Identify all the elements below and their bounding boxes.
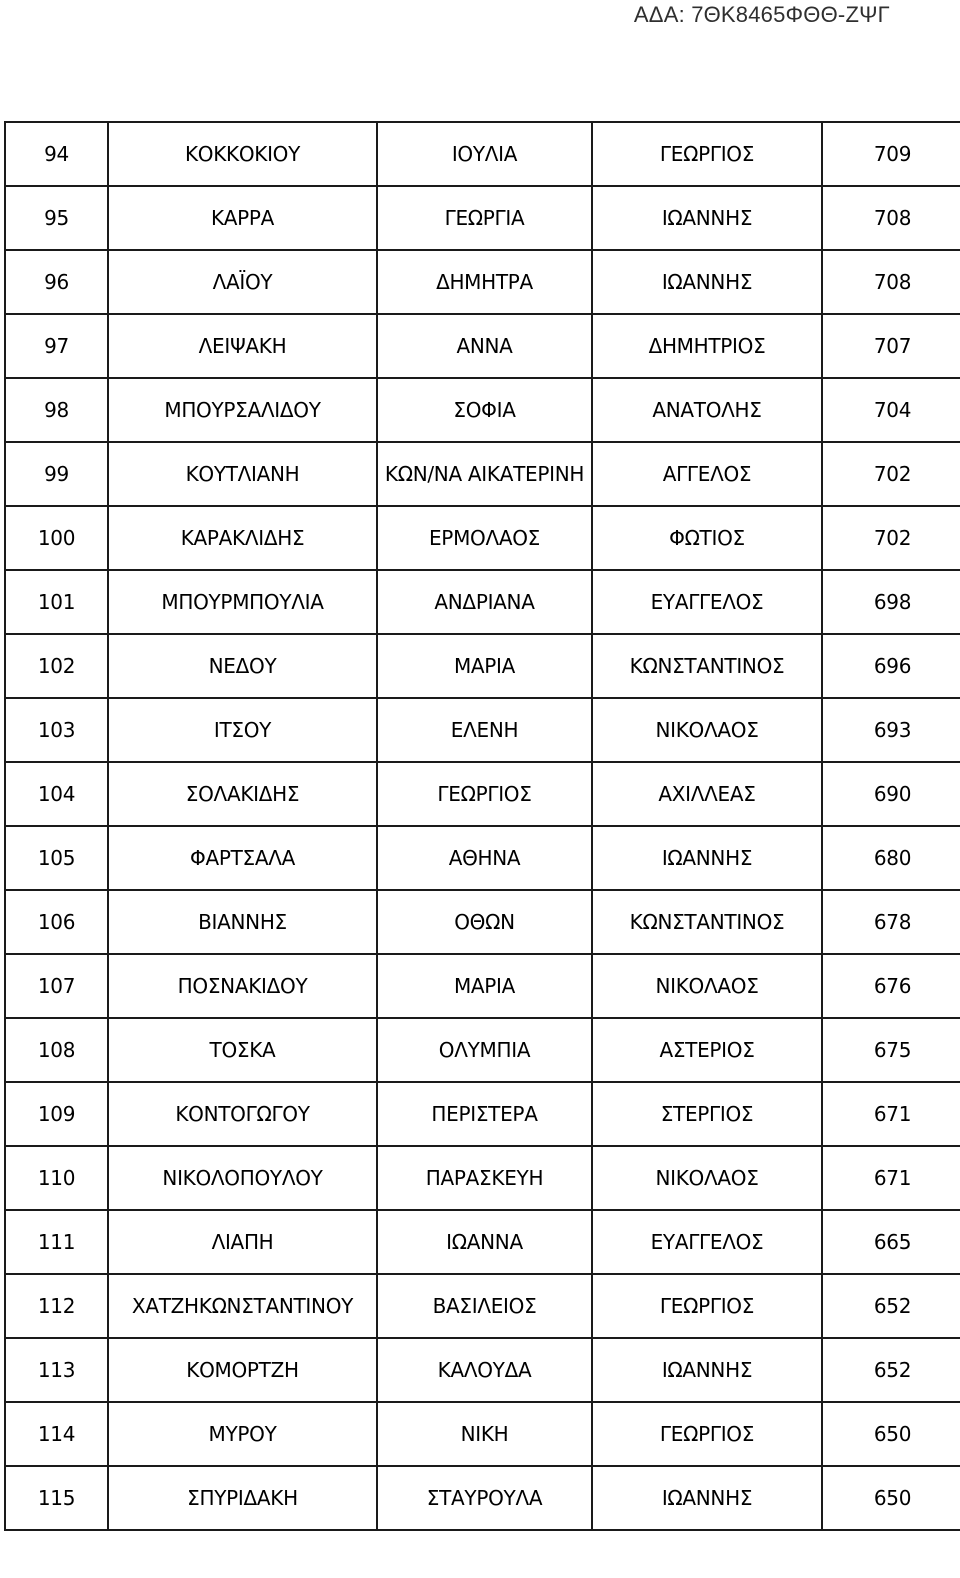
score-cell: 650 <box>822 1466 960 1530</box>
father-name-cell: ΝΙΚΟΛΑΟΣ <box>592 1146 822 1210</box>
father-name-cell: ΕΥΑΓΓΕΛΟΣ <box>592 570 822 634</box>
results-table-container <box>4 121 952 1531</box>
table-row <box>5 1274 960 1338</box>
table-row <box>5 186 960 250</box>
row-number: 109 <box>5 1082 108 1146</box>
surname-cell: ΤΟΣΚΑ <box>108 1018 377 1082</box>
first-name-cell: ΚΩΝ/ΝΑ ΑΙΚΑΤΕΡΙΝΗ <box>377 442 592 506</box>
row-number: 100 <box>5 506 108 570</box>
father-name-cell: ΣΤΕΡΓΙΟΣ <box>592 1082 822 1146</box>
surname-cell: ΙΤΣΟΥ <box>108 698 377 762</box>
row-number: 96 <box>5 250 108 314</box>
father-name-cell: ΚΩΝΣΤΑΝΤΙΝΟΣ <box>592 890 822 954</box>
score-cell: 652 <box>822 1338 960 1402</box>
first-name-cell: ΟΛΥΜΠΙΑ <box>377 1018 592 1082</box>
score-cell: 693 <box>822 698 960 762</box>
surname-cell: ΚΟΥΤΛΙΑΝΗ <box>108 442 377 506</box>
table-row <box>5 122 960 186</box>
table-row <box>5 1210 960 1274</box>
father-name-cell: ΦΩΤΙΟΣ <box>592 506 822 570</box>
row-number: 110 <box>5 1146 108 1210</box>
father-name-cell: ΙΩΑΝΝΗΣ <box>592 1466 822 1530</box>
surname-cell: ΛΕΙΨΑΚΗ <box>108 314 377 378</box>
surname-cell: ΚΟΜΟΡΤΖΗ <box>108 1338 377 1402</box>
row-number: 97 <box>5 314 108 378</box>
table-row <box>5 1082 960 1146</box>
surname-cell: ΚΑΡΡΑ <box>108 186 377 250</box>
table-row <box>5 954 960 1018</box>
score-cell: 650 <box>822 1402 960 1466</box>
first-name-cell: ΒΑΣΙΛΕΙΟΣ <box>377 1274 592 1338</box>
score-cell: 676 <box>822 954 960 1018</box>
score-cell: 707 <box>822 314 960 378</box>
row-number: 95 <box>5 186 108 250</box>
row-number: 112 <box>5 1274 108 1338</box>
first-name-cell: ΑΝΝΑ <box>377 314 592 378</box>
score-cell: 709 <box>822 122 960 186</box>
first-name-cell: ΣΟΦΙΑ <box>377 378 592 442</box>
surname-cell: ΦΑΡΤΣΑΛΑ <box>108 826 377 890</box>
table-row <box>5 314 960 378</box>
first-name-cell: ΑΘΗΝΑ <box>377 826 592 890</box>
row-number: 103 <box>5 698 108 762</box>
score-cell: 665 <box>822 1210 960 1274</box>
row-number: 101 <box>5 570 108 634</box>
surname-cell: ΛΙΑΠΗ <box>108 1210 377 1274</box>
first-name-cell: ΚΑΛΟΥΔΑ <box>377 1338 592 1402</box>
father-name-cell: ΙΩΑΝΝΗΣ <box>592 250 822 314</box>
first-name-cell: ΓΕΩΡΓΙΟΣ <box>377 762 592 826</box>
table-row <box>5 826 960 890</box>
score-cell: 702 <box>822 442 960 506</box>
score-cell: 690 <box>822 762 960 826</box>
table-row <box>5 890 960 954</box>
first-name-cell: ΜΑΡΙΑ <box>377 954 592 1018</box>
table-row <box>5 1018 960 1082</box>
row-number: 104 <box>5 762 108 826</box>
surname-cell: ΚΑΡΑΚΛΙΔΗΣ <box>108 506 377 570</box>
results-table <box>4 121 960 1531</box>
table-row <box>5 570 960 634</box>
surname-cell: ΛΑΪΟΥ <box>108 250 377 314</box>
table-row <box>5 1146 960 1210</box>
surname-cell: ΣΠΥΡΙΔΑΚΗ <box>108 1466 377 1530</box>
row-number: 107 <box>5 954 108 1018</box>
first-name-cell: ΕΡΜΟΛΑΟΣ <box>377 506 592 570</box>
row-number: 94 <box>5 122 108 186</box>
row-number: 111 <box>5 1210 108 1274</box>
score-cell: 702 <box>822 506 960 570</box>
first-name-cell: ΠΕΡΙΣΤΕΡΑ <box>377 1082 592 1146</box>
father-name-cell: ΙΩΑΝΝΗΣ <box>592 186 822 250</box>
ada-code: ΑΔΑ: 7ΘΚ8465ΦΘΘ-ΖΨΓ <box>633 2 890 27</box>
row-number: 106 <box>5 890 108 954</box>
table-row <box>5 506 960 570</box>
score-cell: 696 <box>822 634 960 698</box>
father-name-cell: ΑΝΑΤΟΛΗΣ <box>592 378 822 442</box>
father-name-cell: ΚΩΝΣΤΑΝΤΙΝΟΣ <box>592 634 822 698</box>
father-name-cell: ΔΗΜΗΤΡΙΟΣ <box>592 314 822 378</box>
surname-cell: ΜΠΟΥΡΜΠΟΥΛΙΑ <box>108 570 377 634</box>
surname-cell: ΠΟΣΝΑΚΙΔΟΥ <box>108 954 377 1018</box>
score-cell: 671 <box>822 1146 960 1210</box>
father-name-cell: ΝΙΚΟΛΑΟΣ <box>592 698 822 762</box>
table-row <box>5 634 960 698</box>
score-cell: 698 <box>822 570 960 634</box>
father-name-cell: ΑΓΓΕΛΟΣ <box>592 442 822 506</box>
row-number: 102 <box>5 634 108 698</box>
father-name-cell: ΓΕΩΡΓΙΟΣ <box>592 1402 822 1466</box>
father-name-cell: ΓΕΩΡΓΙΟΣ <box>592 122 822 186</box>
score-cell: 708 <box>822 250 960 314</box>
row-number: 105 <box>5 826 108 890</box>
score-cell: 708 <box>822 186 960 250</box>
father-name-cell: ΕΥΑΓΓΕΛΟΣ <box>592 1210 822 1274</box>
table-row <box>5 1466 960 1530</box>
score-cell: 671 <box>822 1082 960 1146</box>
table-row <box>5 1338 960 1402</box>
score-cell: 652 <box>822 1274 960 1338</box>
father-name-cell: ΑΧΙΛΛΕΑΣ <box>592 762 822 826</box>
surname-cell: ΝΕΔΟΥ <box>108 634 377 698</box>
row-number: 108 <box>5 1018 108 1082</box>
table-row <box>5 1402 960 1466</box>
table-row <box>5 250 960 314</box>
score-cell: 678 <box>822 890 960 954</box>
surname-cell: ΒΙΑΝΝΗΣ <box>108 890 377 954</box>
results-table-body <box>5 122 960 1530</box>
score-cell: 704 <box>822 378 960 442</box>
row-number: 99 <box>5 442 108 506</box>
score-cell: 680 <box>822 826 960 890</box>
first-name-cell: ΕΛΕΝΗ <box>377 698 592 762</box>
table-row <box>5 378 960 442</box>
table-row <box>5 762 960 826</box>
surname-cell: ΚΟΚΚΟΚΙΟΥ <box>108 122 377 186</box>
surname-cell: ΚΟΝΤΟΓΩΓΟΥ <box>108 1082 377 1146</box>
father-name-cell: ΙΩΑΝΝΗΣ <box>592 826 822 890</box>
first-name-cell: ΟΘΩΝ <box>377 890 592 954</box>
surname-cell: ΧΑΤΖΗΚΩΝΣΤΑΝΤΙΝΟΥ <box>108 1274 377 1338</box>
row-number: 115 <box>5 1466 108 1530</box>
row-number: 114 <box>5 1402 108 1466</box>
first-name-cell: ΝΙΚΗ <box>377 1402 592 1466</box>
first-name-cell: ΓΕΩΡΓΙΑ <box>377 186 592 250</box>
first-name-cell: ΙΟΥΛΙΑ <box>377 122 592 186</box>
father-name-cell: ΑΣΤΕΡΙΟΣ <box>592 1018 822 1082</box>
first-name-cell: ΙΩΑΝΝΑ <box>377 1210 592 1274</box>
first-name-cell: ΣΤΑΥΡΟΥΛΑ <box>377 1466 592 1530</box>
father-name-cell: ΓΕΩΡΓΙΟΣ <box>592 1274 822 1338</box>
first-name-cell: ΔΗΜΗΤΡΑ <box>377 250 592 314</box>
surname-cell: ΜΥΡΟΥ <box>108 1402 377 1466</box>
surname-cell: ΝΙΚΟΛΟΠΟΥΛΟΥ <box>108 1146 377 1210</box>
first-name-cell: ΑΝΔΡΙΑΝΑ <box>377 570 592 634</box>
score-cell: 675 <box>822 1018 960 1082</box>
surname-cell: ΣΟΛΑΚΙΔΗΣ <box>108 762 377 826</box>
table-row <box>5 442 960 506</box>
table-row <box>5 698 960 762</box>
row-number: 98 <box>5 378 108 442</box>
father-name-cell: ΝΙΚΟΛΑΟΣ <box>592 954 822 1018</box>
first-name-cell: ΠΑΡΑΣΚΕΥΗ <box>377 1146 592 1210</box>
first-name-cell: ΜΑΡΙΑ <box>377 634 592 698</box>
father-name-cell: ΙΩΑΝΝΗΣ <box>592 1338 822 1402</box>
surname-cell: ΜΠΟΥΡΣΑΛΙΔΟΥ <box>108 378 377 442</box>
row-number: 113 <box>5 1338 108 1402</box>
